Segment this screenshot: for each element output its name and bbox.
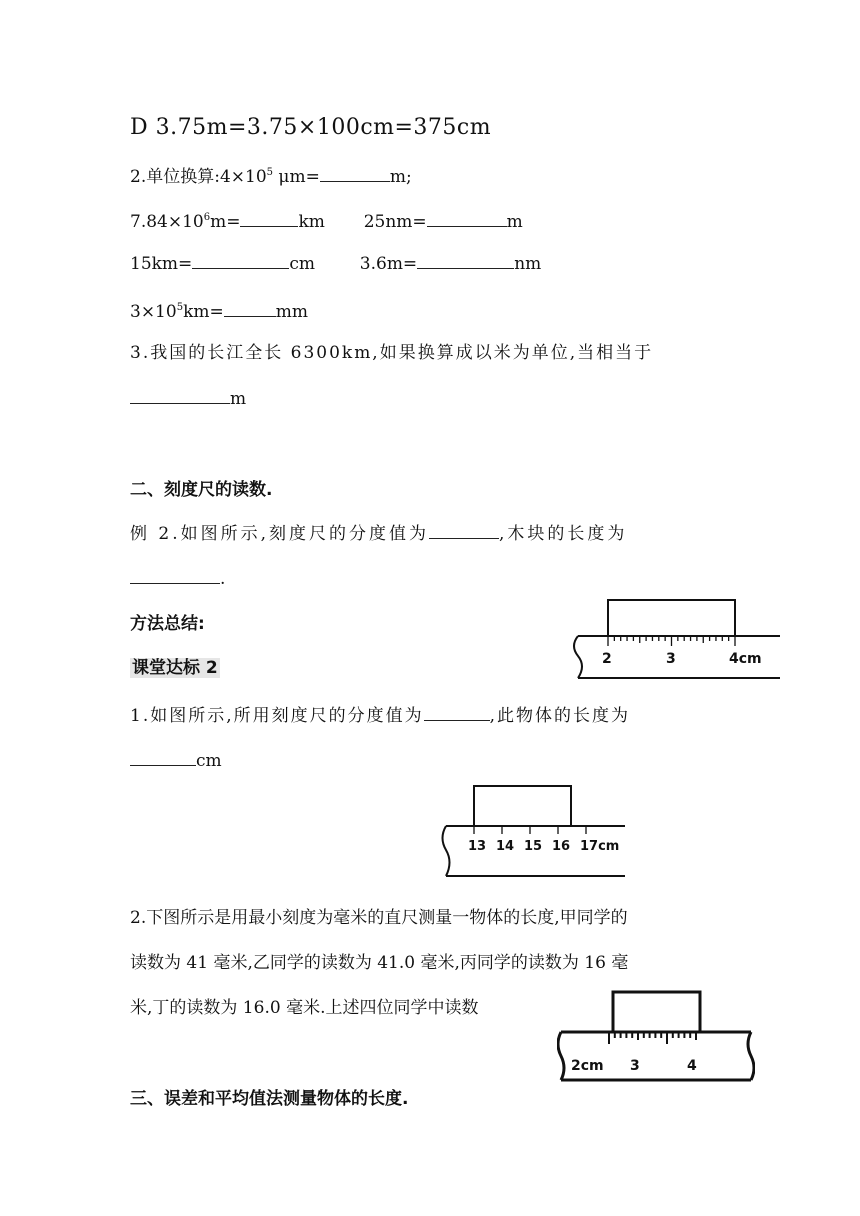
section-2-heading: [130, 478, 272, 502]
question-3-text: 3.我国的长江全长 6300km,如果换算成以米为单位,当相当于: [130, 343, 654, 363]
row4-text-b: 3.6m=: [359, 254, 418, 274]
q2-unit: m;: [389, 167, 412, 187]
practice-q2-line-1: [130, 906, 628, 930]
row4-unit-b: nm: [514, 254, 542, 274]
row4-unit: cm: [289, 254, 315, 274]
ruler-2-label-14: 14: [496, 839, 515, 854]
answer-blank[interactable]: [320, 164, 390, 182]
ruler-3-label-3: 3: [630, 1058, 640, 1074]
section-2-title: 二、刻度尺的读数.: [130, 480, 273, 500]
practice-q2-text-3: 米,丁的读数为 16.0 毫米.上述四位同学中读数: [130, 998, 479, 1018]
ruler-3-label-2cm: 2cm: [571, 1058, 604, 1074]
answer-blank[interactable]: [417, 251, 514, 269]
method-summary: [130, 612, 205, 636]
practice-q2-text-1: 2.下图所示是用最小刻度为毫米的直尺测量一物体的长度,甲同学的: [130, 908, 628, 928]
practice-q1-answer: [130, 748, 222, 773]
answer-blank[interactable]: [130, 566, 220, 584]
section-3-title: 三、误差和平均值法测量物体的长度.: [130, 1089, 409, 1109]
ruler-figure-2: [441, 784, 625, 880]
row3-exponent: 6: [203, 212, 211, 223]
practice-q1-text-b: ,此物体的长度为: [489, 706, 631, 726]
row3-text-c: 25nm=: [363, 212, 427, 232]
ruler-1-label-2: 2: [602, 651, 612, 667]
method-summary-label: 方法总结:: [130, 614, 205, 634]
answer-blank[interactable]: [130, 386, 230, 404]
question-3-unit: m: [230, 389, 247, 409]
ruler-figure-3: [557, 986, 755, 1086]
practice-q2-line-3: [130, 996, 478, 1020]
practice-q1-unit: cm: [196, 751, 222, 771]
unit-conversion-row-3: [130, 206, 523, 234]
answer-blank[interactable]: [240, 209, 298, 227]
answer-blank[interactable]: [224, 299, 276, 317]
answer-d-text: D 3.75m=3.75×100cm=375cm: [130, 115, 492, 140]
ruler-2-label-16: 16: [552, 839, 571, 854]
row4-text: 15km=: [130, 254, 193, 274]
ruler-3-label-4: 4: [687, 1058, 697, 1074]
practice-q1-text: 1.如图所示,所用刻度尺的分度值为: [130, 706, 424, 726]
unit-conversion-row-4: [130, 251, 541, 276]
practice-q2-line-2: [130, 951, 628, 975]
ruler-1-label-4cm: 4cm: [729, 651, 762, 667]
row3-unit-b: m: [506, 212, 523, 232]
ruler-1-ticks: [608, 636, 735, 646]
answer-blank[interactable]: [427, 209, 507, 227]
ruler-2-ticks: [474, 826, 586, 834]
unit-conversion-row-5: [130, 296, 308, 324]
unit-conversion-q2: [130, 161, 412, 189]
example-2: [130, 521, 627, 546]
answer-d-line: [130, 116, 491, 140]
practice-2-text: 课堂达标 2: [132, 658, 218, 678]
example-2-text: 例 2.如图所示,刻度尺的分度值为: [130, 524, 430, 544]
row3-text: 7.84×10: [130, 212, 204, 232]
q2-text: 2.单位换算:4×10: [130, 167, 267, 187]
example-2-answer: [130, 566, 225, 591]
row5-unit: mm: [275, 302, 308, 322]
row3-text-b: m=: [210, 212, 241, 232]
practice-2-label: [130, 656, 220, 680]
ruler-2-label-17cm: 17cm: [580, 839, 620, 854]
row5-exponent: 5: [176, 302, 184, 313]
question-3: [130, 341, 730, 365]
practice-q1: [130, 703, 630, 728]
answer-blank[interactable]: [192, 251, 289, 269]
ruler-2-label-15: 15: [524, 839, 543, 854]
ruler-1-label-3: 3: [666, 651, 676, 667]
measured-object: [613, 992, 700, 1032]
section-3-heading: [130, 1087, 408, 1111]
row5-text-b: km=: [183, 302, 224, 322]
ruler-2-label-13: 13: [468, 839, 487, 854]
row5-text: 3×10: [130, 302, 177, 322]
ruler-figure-1: [568, 596, 780, 682]
row3-unit: km: [298, 212, 325, 232]
measured-object: [474, 786, 571, 826]
wooden-block: [608, 600, 735, 636]
example-2-period: .: [220, 569, 226, 589]
answer-blank[interactable]: [130, 748, 196, 766]
question-3-answer: [130, 386, 246, 411]
answer-blank[interactable]: [429, 521, 499, 539]
practice-q2-text-2: 读数为 41 毫米,乙同学的读数为 41.0 毫米,丙同学的读数为 16 毫: [130, 953, 629, 973]
q2-exponent: 5: [266, 167, 274, 178]
example-2-text-b: ,木块的长度为: [499, 524, 628, 544]
answer-blank[interactable]: [424, 703, 490, 721]
q2-text-b: μm=: [273, 167, 320, 187]
